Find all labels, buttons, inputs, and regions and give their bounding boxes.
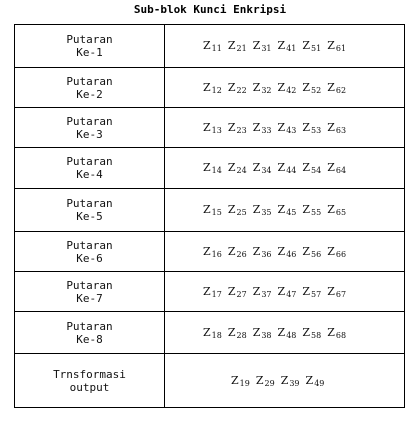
key-letter: Z [302,203,311,216]
key-subblock-list [165,285,352,299]
round-label-cell [15,68,165,108]
table-row [15,312,405,354]
key-letter: Z [252,203,261,216]
key-subblock-list [165,245,352,259]
key-index: 48 [286,330,297,340]
key-index: 57 [311,289,322,299]
key-subblock-list [165,203,352,217]
key-subblock [228,81,247,95]
round-label-cell [15,189,165,232]
key-subblock [253,161,272,175]
key-letter: Z [227,325,236,339]
key-letter: Z [227,203,236,216]
key-subblock [203,39,222,53]
key-subblocks-cell [165,272,405,312]
key-subblocks-cell [165,354,405,408]
round-label-line2: Ke-1 [76,46,103,59]
key-index: 13 [211,125,222,135]
round-label-line2: Ke-4 [76,168,103,181]
table-row [15,189,405,232]
key-subblock [203,161,222,175]
key-subblock [253,285,272,299]
key-subblock [278,39,297,53]
key-index: 19 [239,378,250,388]
key-subblock [327,285,346,299]
key-subblock [253,326,272,340]
key-index: 39 [289,378,300,388]
key-subblock [278,203,297,217]
key-subblock [302,245,321,259]
key-subblock [228,161,247,175]
key-index: 17 [211,289,222,299]
table-row [15,354,405,408]
key-letter: Z [203,120,211,134]
key-index: 62 [335,85,347,95]
key-subblock [228,203,247,217]
key-index: 16 [211,249,222,259]
key-index: 18 [211,330,222,340]
key-subblock [302,39,321,53]
key-letter: Z [227,80,236,94]
key-subblock [302,285,321,299]
key-index: 24 [236,166,247,175]
round-label-line2: Ke-3 [76,127,103,141]
key-letter: Z [231,373,239,387]
key-letter: Z [302,120,311,134]
round-label-cell [15,25,165,68]
key-index: 49 [314,378,325,388]
key-index: 32 [261,85,272,95]
key-index: 37 [261,289,272,299]
key-subblock [302,203,321,217]
round-label-cell [15,272,165,312]
key-index: 47 [286,289,297,299]
key-subblocks-cell [165,189,405,232]
key-index: 46 [286,249,297,259]
key-subblocks-cell [165,232,405,272]
round-label-line2: Ke-8 [76,332,103,346]
key-letter: Z [277,325,286,339]
key-subblock-list [165,39,352,53]
key-subblock [203,121,222,135]
key-subblock [228,326,247,340]
key-subblock [228,121,247,135]
round-label-cell [15,354,165,408]
key-index: 54 [311,166,322,175]
key-letter: Z [227,120,236,134]
round-label-line2: Ke-2 [76,87,103,101]
round-label-cell [15,148,165,189]
key-letter: Z [277,284,286,298]
key-letter: Z [302,80,311,94]
key-index: 12 [211,85,222,95]
round-label-line1: Putaran [66,155,113,168]
key-letter: Z [252,284,261,298]
key-subblock [203,326,222,340]
key-index: 43 [286,125,297,135]
key-subblock [327,81,346,95]
key-subblock [203,203,222,217]
key-letter: Z [280,373,289,387]
key-letter: Z [277,80,286,94]
key-subblock [302,121,321,135]
key-subblocks-cell [165,68,405,108]
key-subblocks-cell [165,108,405,148]
key-subblock [253,203,272,217]
key-index: 41 [286,44,297,53]
key-letter: Z [327,80,335,94]
key-subblock [327,326,346,340]
key-subblock-list [165,161,352,175]
key-subblock [278,121,297,135]
key-index: 28 [236,330,247,340]
key-letter: Z [203,325,211,339]
key-index: 52 [311,85,322,95]
table-row [15,68,405,108]
key-index: 36 [261,249,272,259]
round-label-line1: Putaran [66,319,113,333]
key-subblock [253,121,272,135]
key-index: 11 [211,44,222,53]
key-subblock [231,374,250,388]
key-subblock [253,39,272,53]
key-letter: Z [203,39,211,52]
table-row [15,108,405,148]
key-subblock [327,245,346,259]
key-letter: Z [302,244,311,258]
table-caption: Sub-blok Kunci Enkripsi [133,3,287,16]
key-letter: Z [327,120,335,134]
key-index: 34 [261,166,272,175]
table-row [15,272,405,312]
key-index: 45 [286,208,297,217]
round-label-line2: output [69,380,110,394]
key-letter: Z [252,80,261,94]
key-letter: Z [227,39,236,52]
key-subblock [278,81,297,95]
key-subblock [203,245,222,259]
key-letter: Z [227,161,236,174]
key-index: 44 [286,166,297,175]
key-letter: Z [277,203,286,216]
key-letter: Z [327,284,335,298]
key-index: 64 [335,166,347,175]
key-index: 67 [335,289,347,299]
key-letter: Z [277,120,286,134]
key-subblock [302,326,321,340]
round-label-line1: Putaran [66,33,113,46]
round-label-line2: Ke-5 [76,210,103,223]
key-letter: Z [277,244,286,258]
key-index: 21 [236,44,247,53]
key-index: 15 [211,208,222,217]
key-index: 26 [236,249,247,259]
key-index: 63 [335,125,347,135]
key-subblocks-cell [165,312,405,354]
key-index: 31 [261,44,272,53]
round-label-line2: Ke-7 [76,291,103,305]
key-subblock [302,161,321,175]
key-subblock-list [165,81,352,95]
key-letter: Z [277,39,286,52]
key-letter: Z [203,80,211,94]
key-subblock [327,39,346,53]
key-index: 68 [335,330,347,340]
key-letter: Z [252,244,261,258]
key-subblock [306,374,325,388]
key-subblock [203,81,222,95]
key-letter: Z [203,203,211,216]
key-subblock [278,245,297,259]
key-letter: Z [327,203,335,216]
key-letter: Z [302,39,311,52]
key-subblock [327,203,346,217]
key-index: 58 [311,330,322,340]
round-label-line1: Trnsformasi [53,367,126,381]
key-letter: Z [227,244,236,258]
key-subblock [278,161,297,175]
round-label-line1: Putaran [66,238,113,252]
key-letter: Z [327,161,335,174]
key-letter: Z [252,120,261,134]
key-subblock [278,326,297,340]
key-letter: Z [302,325,311,339]
round-label-line2: Ke-6 [76,251,103,265]
key-letter: Z [227,284,236,298]
key-index: 53 [311,125,322,135]
key-index: 35 [261,208,272,217]
key-subblock [302,81,321,95]
key-subblocks-cell [165,148,405,189]
key-subblocks-cell [165,25,405,68]
key-index: 65 [335,208,347,217]
key-subblock [256,374,275,388]
round-label-line1: Putaran [66,114,113,128]
key-letter: Z [252,161,261,174]
key-index: 42 [286,85,297,95]
table-row [15,232,405,272]
round-label-cell [15,108,165,148]
key-subblock [228,285,247,299]
key-index: 22 [236,85,247,95]
key-subblock [281,374,300,388]
key-letter: Z [203,244,211,258]
round-label-cell [15,312,165,354]
key-letter: Z [302,284,311,298]
key-letter: Z [305,373,314,387]
key-letter: Z [252,39,261,52]
key-subblock [203,285,222,299]
key-subblock [228,39,247,53]
key-index: 33 [261,125,272,135]
key-subblock [327,121,346,135]
key-index: 61 [335,44,347,53]
key-letter: Z [203,161,211,174]
key-subblock [327,161,346,175]
key-index: 51 [311,44,322,53]
key-subblock-list [165,326,352,340]
key-letter: Z [327,325,335,339]
round-label-cell [15,232,165,272]
key-index: 27 [236,289,247,299]
key-subblock [228,245,247,259]
round-label-line1: Putaran [66,74,113,88]
key-index: 66 [335,249,347,259]
table-row [15,148,405,189]
key-subblock [253,81,272,95]
key-subblock-list [165,374,330,388]
key-subblock [253,245,272,259]
key-letter: Z [203,284,211,298]
key-letter: Z [252,325,261,339]
key-letter: Z [302,161,311,174]
encryption-key-subblock-table [14,24,405,408]
key-letter: Z [255,373,264,387]
key-index: 29 [264,378,275,388]
key-index: 56 [311,249,322,259]
key-subblock [278,285,297,299]
key-letter: Z [327,39,335,52]
key-letter: Z [327,244,335,258]
round-label-line1: Putaran [66,278,113,292]
key-index: 14 [211,166,222,175]
key-index: 38 [261,330,272,340]
key-letter: Z [277,161,286,174]
table-row [15,25,405,68]
key-index: 55 [311,208,322,217]
round-label-line1: Putaran [66,197,113,210]
key-index: 25 [236,208,247,217]
key-subblock-list [165,121,352,135]
key-index: 23 [236,125,247,135]
